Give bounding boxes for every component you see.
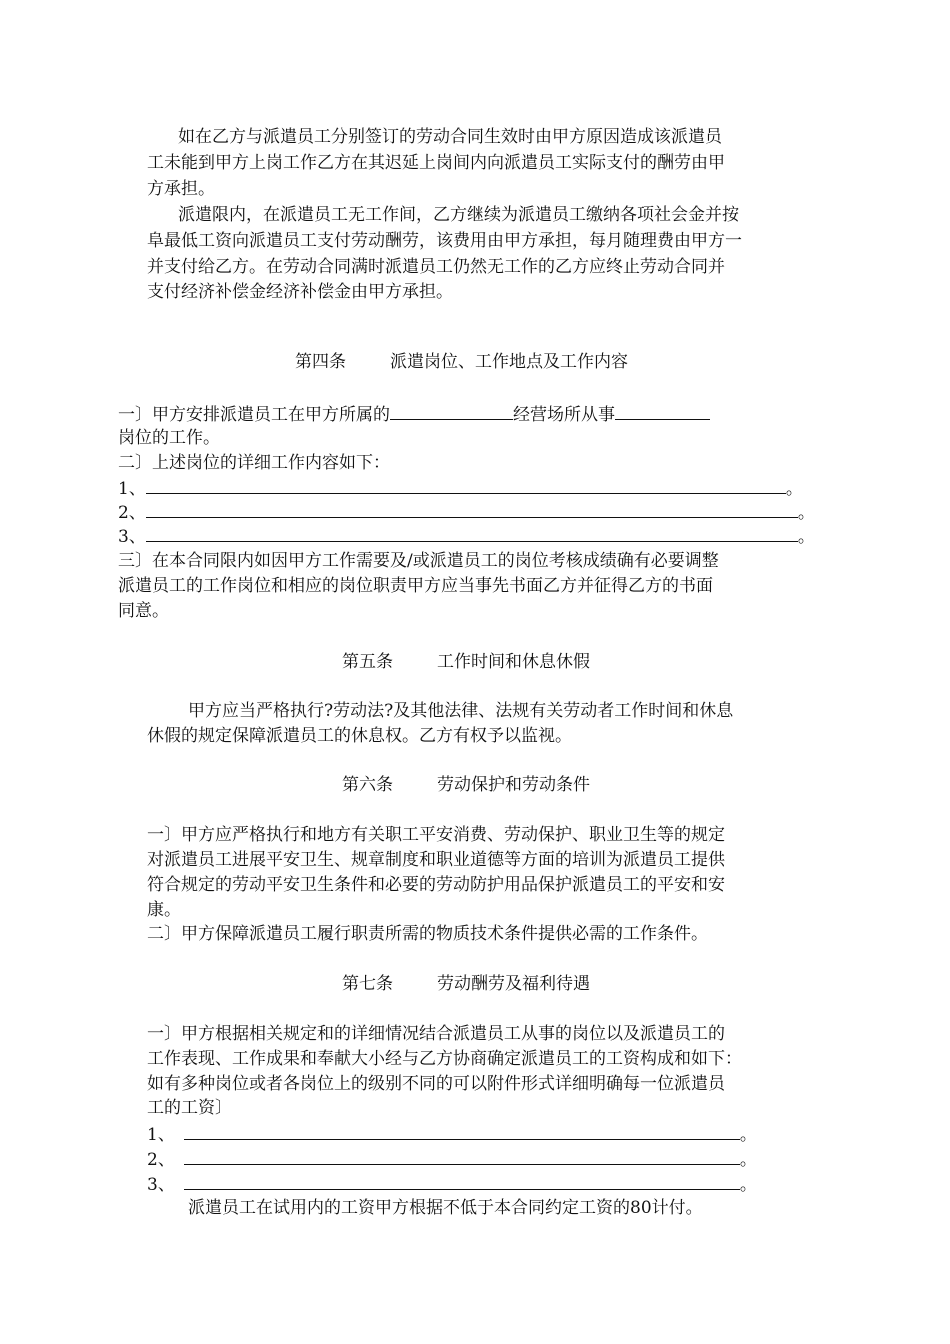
art7-blank-line-1: [147, 1122, 757, 1147]
art7-num-1: 1、: [147, 1125, 175, 1145]
art4-item-3-line-3: 同意。: [118, 601, 169, 621]
para1-line-3: 方承担。: [147, 179, 215, 199]
art7-line-3: 如有多种岗位或者各岗位上的级别不同的可以附件形式详细明确每一位派遣员: [147, 1074, 725, 1094]
art4-blank-1: [146, 476, 786, 494]
article-6-number: 第六条: [342, 775, 393, 795]
art5-line-2: 休假的规定保障派遣员工的休息权。乙方有权予以监视。: [147, 726, 572, 746]
art7-blank-line-3: [147, 1172, 757, 1197]
art4-item-1-cont: 岗位的工作。: [118, 428, 220, 448]
art7-num-2: 2、: [147, 1150, 175, 1170]
art4-end-3: 。: [797, 527, 815, 547]
art4-blank-line-1: [118, 476, 803, 501]
art5-line-1: 甲方应当严格执行?劳动法?及其他法律、法规有关劳动者工作时间和休息: [188, 701, 734, 721]
art4-num-2: 2、: [118, 503, 146, 523]
art4-item-3-line-1: 三〕在本合同限内如因甲方工作需要及/或派遣员工的岗位考核成绩确有必要调整: [118, 551, 719, 571]
art7-end-3: 。: [739, 1175, 757, 1195]
article-4-number: 第四条: [295, 352, 346, 372]
art4-blank-2: [146, 500, 798, 518]
art6-line-1: 一〕甲方应严格执行和地方有关职工平安消费、劳动保护、职业卫生等的规定: [147, 825, 725, 845]
art4-item-1-text-b: 经营场所从事: [513, 405, 615, 425]
art7-end-1: 。: [739, 1125, 757, 1145]
art4-item-1-text-a: 一〕甲方安排派遣员工在甲方所属的: [118, 405, 390, 425]
art7-blank-line-2: [147, 1147, 757, 1172]
art4-blank-line-3: [118, 524, 815, 549]
art6-line-4: 康。: [147, 900, 181, 920]
art4-blank-line-2: [118, 500, 815, 525]
para1-line-1: 如在乙方与派遣员工分别签订的劳动合同生效时由甲方原因造成该派遣员: [178, 127, 722, 147]
para2-line-4: 支付经济补偿金经济补偿金由甲方承担。: [147, 282, 453, 302]
art7-blank-3: [184, 1172, 740, 1190]
para2-line-2: 阜最低工资向派遣员工支付劳动酬劳，该费用由甲方承担，每月随理费由甲方一: [147, 231, 742, 251]
art7-line-4: 工的工资〕: [147, 1098, 232, 1118]
art4-item-1: [118, 402, 710, 427]
art7-line-2: 工作表现、工作成果和奉献大小经与乙方协商确定派遣员工的工资构成和如下：: [147, 1049, 742, 1069]
art4-num-3: 3、: [118, 527, 146, 547]
art4-num-1: 1、: [118, 479, 146, 499]
position-blank: [615, 402, 710, 420]
article-4-title: 派遣岗位、工作地点及工作内容: [390, 352, 628, 372]
art7-last-line: 派遣员工在试用内的工资甲方根据不低于本合同约定工资的80计付。: [188, 1198, 703, 1218]
art4-item-2: 二〕上述岗位的详细工作内容如下：: [118, 453, 390, 473]
para2-line-1: 派遣限内，在派遣员工无工作间，乙方继续为派遣员工缴纳各项社会金并按: [178, 205, 739, 225]
article-5-title: 工作时间和休息休假: [437, 652, 590, 672]
workplace-blank: [390, 402, 513, 420]
art6-line-5: 二〕甲方保障派遣员工履行职责所需的物质技术条件提供必需的工作条件。: [147, 924, 708, 944]
article-5-number: 第五条: [342, 652, 393, 672]
art7-line-1: 一〕甲方根据相关规定和的详细情况结合派遣员工从事的岗位以及派遣员工的: [147, 1024, 725, 1044]
art7-num-3: 3、: [147, 1175, 175, 1195]
para1-line-2: 工未能到甲方上岗工作乙方在其迟延上岗间内向派遣员工实际支付的酬劳由甲: [147, 153, 725, 173]
article-6-title: 劳动保护和劳动条件: [437, 775, 590, 795]
art4-end-1: 。: [785, 479, 803, 499]
art4-end-2: 。: [797, 503, 815, 523]
para2-line-3: 并支付给乙方。在劳动合同满时派遣员工仍然无工作的乙方应终止劳动合同并: [147, 257, 725, 277]
article-7-number: 第七条: [342, 974, 393, 994]
art6-line-3: 符合规定的劳动平安卫生条件和必要的劳动防护用品保护派遣员工的平安和安: [147, 875, 725, 895]
article-7-title: 劳动酬劳及福利待遇: [437, 974, 590, 994]
art7-blank-1: [184, 1122, 740, 1140]
art4-blank-3: [146, 524, 798, 542]
art7-end-2: 。: [739, 1150, 757, 1170]
art4-item-3-line-2: 派遣员工的工作岗位和相应的岗位职责甲方应当事先书面乙方并征得乙方的书面: [118, 576, 713, 596]
art7-blank-2: [184, 1147, 740, 1165]
art6-line-2: 对派遣员工进展平安卫生、规章制度和职业道德等方面的培训为派遣员工提供: [147, 850, 725, 870]
